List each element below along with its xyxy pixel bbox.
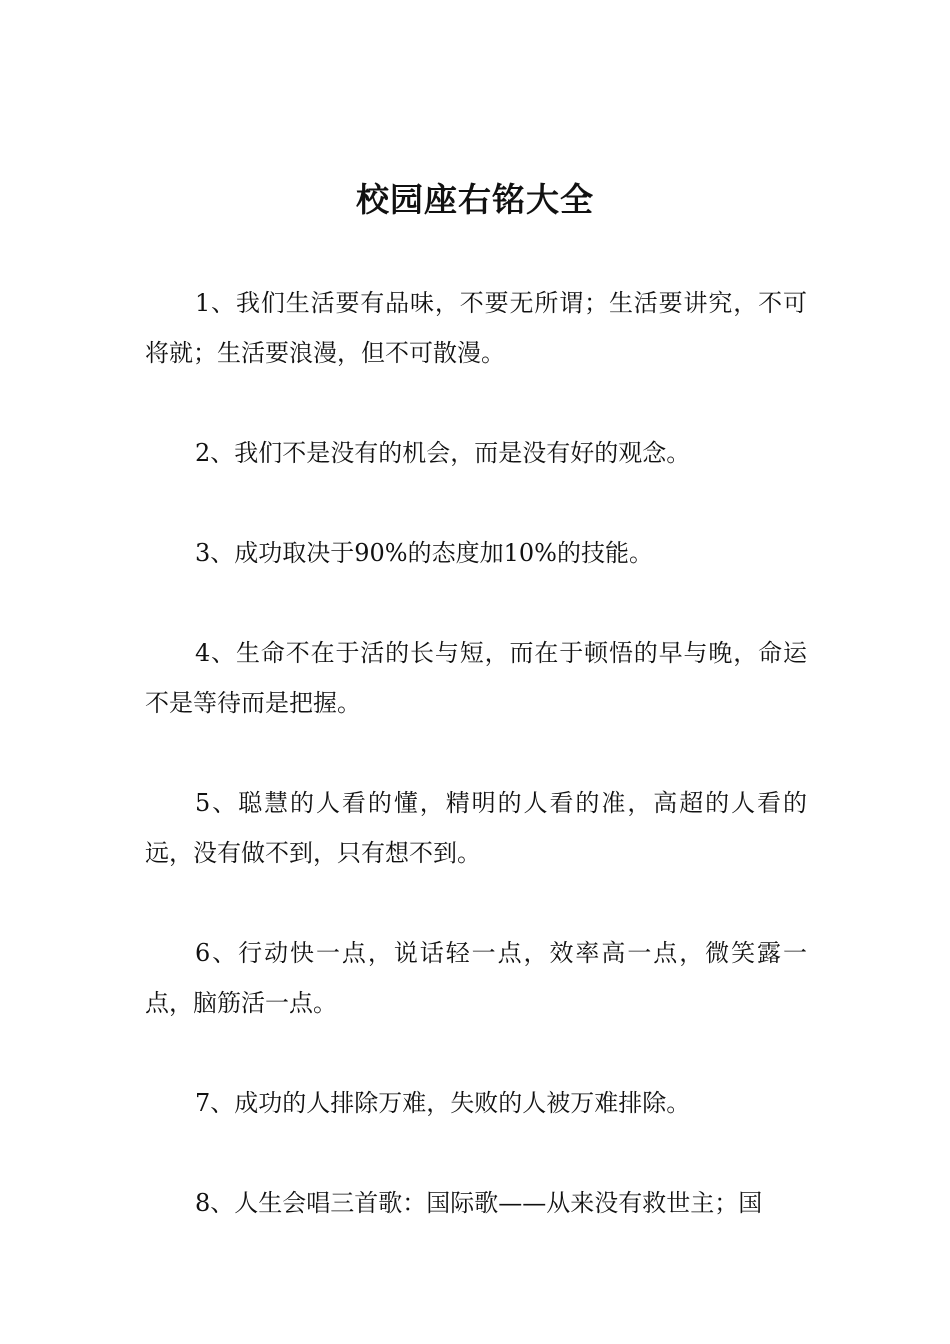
motto-item-8: 8、人生会唱三首歌：国际歌——从来没有救世主；国 <box>195 1189 763 1217</box>
motto-item-2: 2、我们不是没有的机会，而是没有好的观念。 <box>195 439 691 467</box>
motto-item-3: 3、成功取决于90%的态度加10%的技能。 <box>195 539 653 567</box>
motto-item-5: 5、聪慧的人看的懂，精明的人看的准，高超的人看的远，没有做不到，只有想不到。 <box>145 789 807 867</box>
motto-item-6: 6、行动快一点，说话轻一点，效率高一点，微笑露一点，脑筋活一点。 <box>145 939 807 1017</box>
motto-item-1: 1、我们生活要有品味，不要无所谓；生活要讲究，不可将就；生活要浪漫，但不可散漫。 <box>145 289 807 367</box>
motto-list <box>145 278 807 1278</box>
document-title: 校园座右铭大全 <box>356 180 594 219</box>
motto-item-7: 7、成功的人排除万难，失败的人被万难排除。 <box>195 1089 691 1117</box>
motto-item-4: 4、生命不在于活的长与短，而在于顿悟的早与晚，命运不是等待而是把握。 <box>145 639 807 717</box>
